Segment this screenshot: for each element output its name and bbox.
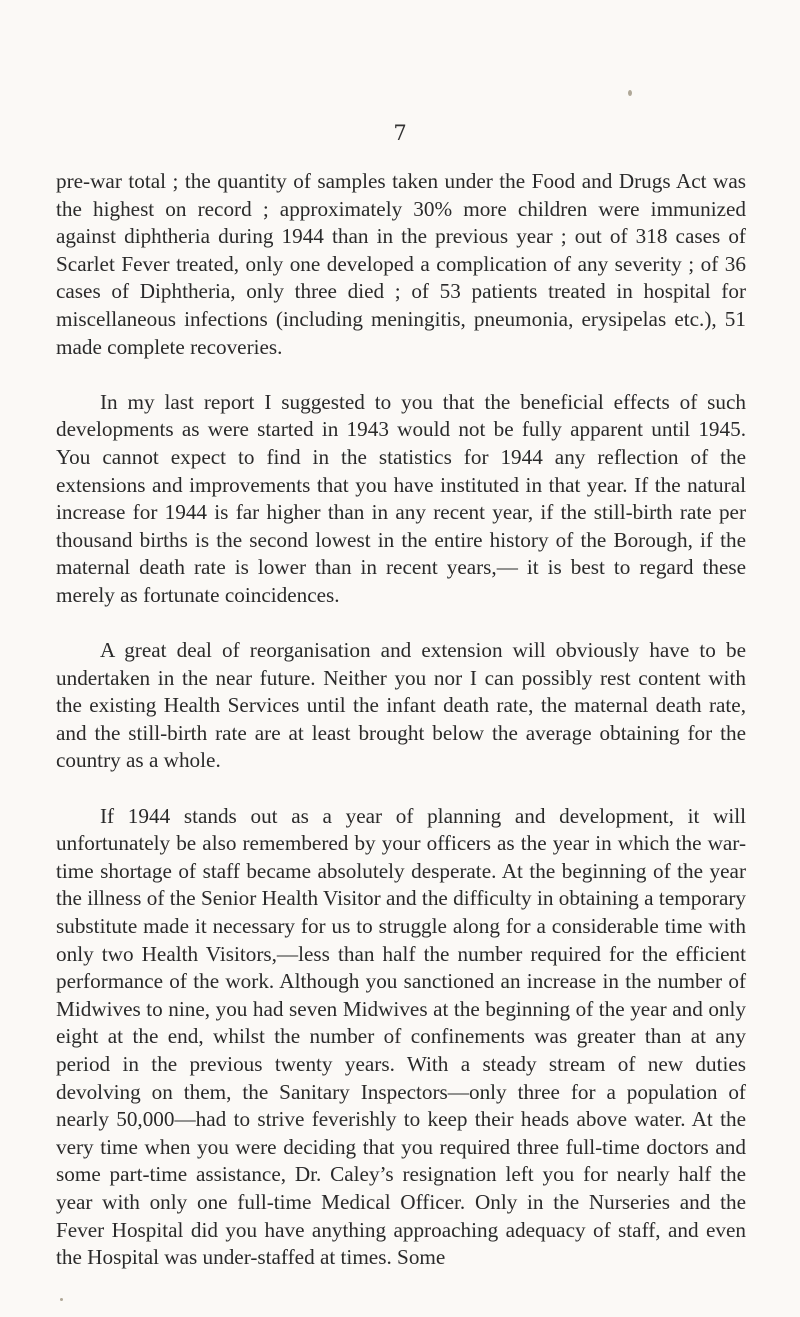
paragraph-3: A great deal of reorganisation and extension will obviously have to be undertaken in the near future. Neither you nor I can possibly rest content with the existing Health Services until the infant death rate, the maternal death rate, and the still-birth rate are at least brought below the average obtaining for the country as a whole.	[56, 638, 746, 773]
body-text	[56, 168, 746, 1299]
paper-speck	[628, 90, 632, 96]
paragraph-1: pre-war total ; the quantity of samples taken under the Food and Drugs Act was the highest on record ; approximately 30% more children were immunized against diphtheria during 1944 than in the previous year ; out of 318 cases of Scarlet Fever treated, only one developed a complication of any severity ; of 36 cases of Diphtheria, only three died ; of 53 patients treated in hospital for miscellaneous infections (including meningitis, pneumonia, erysipelas etc.), 51 made complete recoveries.	[56, 169, 746, 359]
paragraph-4: If 1944 stands out as a year of planning and development, it will unfortunately be also remembered by your officers as the year in which the war-time shortage of staff became absolutely desperate. At the beginning of the year the illness of the Senior Health Visitor and the difficulty in obtaining a temporary substitute made it necessary for us to struggle along for a considerable time with only two Health Visitors,—less than half the number required for the efficient performance of the work. Although you sanctioned an increase in the number of Midwives to nine, you had seven Midwives at the beginning of the year and only eight at the end, whilst the number of confinements was greater than at any period in the previous twenty years. With a steady stream of new duties devolving on them, the Sanitary Inspectors—only three for a population of nearly 50,000—had to strive feverishly to keep their heads above water. At the very time when you were deciding that you required three full-time doctors and some part-time assistance, Dr. Caley’s resignation left you for nearly half the year with only one full-time Medical Officer. Only in the Nurseries and the Fever Hospital did you have anything approaching adequacy of staff, and even the Hospital was under-staffed at times. Some	[56, 803, 746, 1270]
paragraph-2: In my last report I suggested to you that the beneficial effects of such developments as were started in 1943 would not be fully apparent until 1945. You cannot expect to find in the statistics for 1944 any reflection of the extensions and improvements that you have instituted in that year. If the natural increase for 1944 is far higher than in any recent year, if the still-birth rate per thousand births is the second lowest in the entire history of the Borough, if the maternal death rate is lower than in recent years,— it is best to regard these merely as fortunate coincidences.	[56, 389, 746, 607]
paper-speck	[60, 1298, 63, 1301]
page-number: 7	[393, 121, 407, 145]
